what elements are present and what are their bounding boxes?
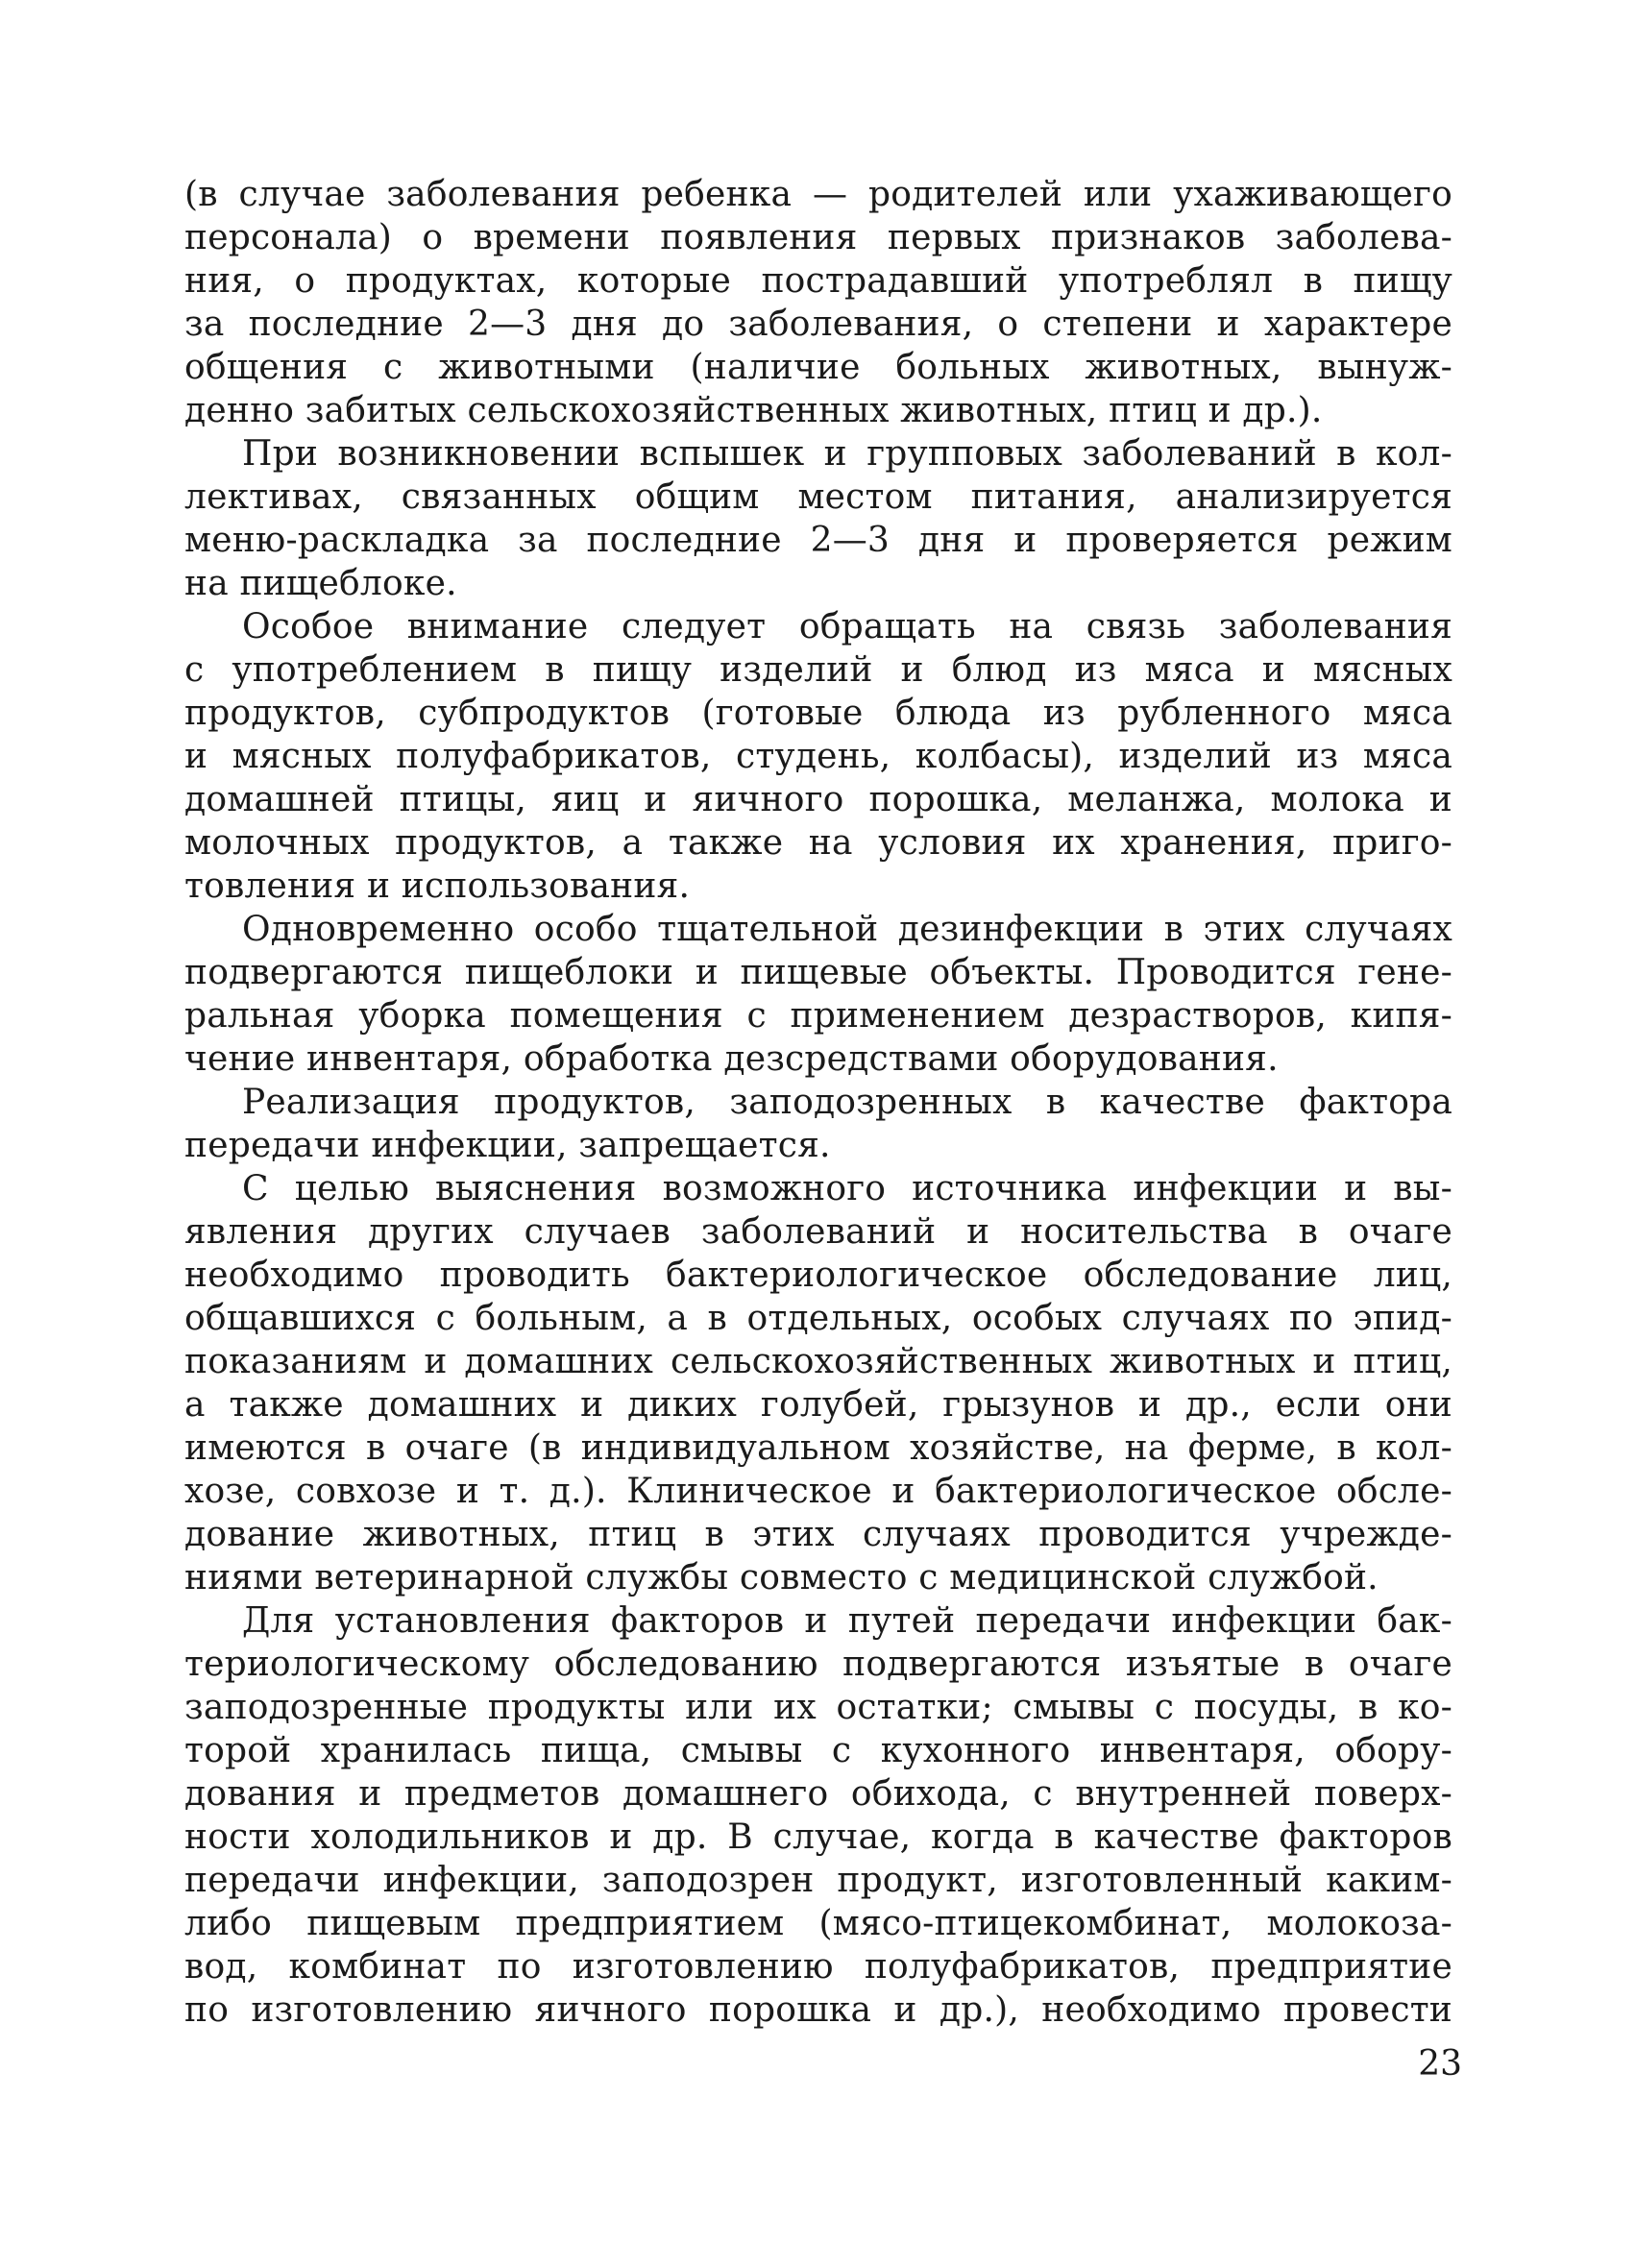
- paragraph-5-line: Реализация продуктов, заподозренных в качестве фактора: [242, 1083, 1452, 1122]
- paragraph-4-line: чение инвентаря, обработка дезсредствами оборудования.: [184, 1039, 1279, 1079]
- paragraph-1-line: (в случае заболевания ребенка — родителей или ухаживающего: [184, 175, 1452, 214]
- paragraph-3-line: товления и использования.: [184, 866, 691, 906]
- paragraph-4-line: ральная уборка помещения с применением дезрастворов, кипя-: [184, 996, 1452, 1036]
- paragraph-3-line: молочных продуктов, а также на условия их хранения, приго-: [184, 823, 1452, 863]
- paragraph-7-line: либо пищевым предприятием (мясо-птицекомбинат, молокоза-: [184, 1904, 1452, 1943]
- paragraph-1-line: ния, о продуктах, которые пострадавший употреблял в пищу: [184, 261, 1452, 301]
- paragraph-7-line: ности холодильников и др. В случае, когда в качестве факторов: [184, 1817, 1452, 1857]
- paragraph-3-line: с употреблением в пищу изделий и блюд из мяса и мясных: [184, 650, 1452, 690]
- page-number: 23: [1418, 2044, 1462, 2084]
- paragraph-2-line: на пищеблоке.: [184, 564, 457, 603]
- paragraph-3-line: продуктов, субпродуктов (готовые блюда из рубленного мяса: [184, 694, 1452, 733]
- paragraph-3-line: и мясных полуфабрикатов, студень, колбасы), изделий из мяса: [184, 737, 1452, 776]
- paragraph-7-line: дования и предметов домашнего обихода, с внутренней поверх-: [184, 1774, 1452, 1814]
- paragraph-3-line: Особое внимание следует обращать на связь заболевания: [242, 607, 1452, 646]
- paragraph-4-line: Одновременно особо тщательной дезинфекции в этих случаях: [242, 910, 1452, 949]
- paragraph-5-line: передачи инфекции, запрещается.: [184, 1126, 831, 1165]
- paragraph-3-line: домашней птицы, яиц и яичного порошка, меланжа, молока и: [184, 780, 1452, 819]
- paragraph-6-line: необходимо проводить бактериологическое обследование лиц,: [184, 1256, 1452, 1295]
- paragraph-1-line: за последние 2—3 дня до заболевания, о степени и характере: [184, 305, 1452, 344]
- paragraph-6-line: С целью выяснения возможного источника инфекции и вы-: [242, 1169, 1452, 1208]
- paragraph-6-line: общавшихся с больным, а в отдельных, особых случаях по эпид-: [184, 1299, 1452, 1338]
- paragraph-6-line: ниями ветеринарной службы совместо с медицинской службой.: [184, 1558, 1379, 1597]
- paragraph-7-line: передачи инфекции, заподозрен продукт, изготовленный каким-: [184, 1861, 1452, 1900]
- paragraph-2-line: меню-раскладка за последние 2—3 дня и проверяется режим: [184, 521, 1452, 560]
- paragraph-6-line: дование животных, птиц в этих случаях проводится учрежде-: [184, 1515, 1452, 1554]
- paragraph-7-line: по изготовлению яичного порошка и др.), необходимо провести: [184, 1990, 1452, 2030]
- paragraph-7-line: Для установления факторов и путей передачи инфекции бак-: [242, 1601, 1452, 1641]
- paragraph-1-line: общения с животными (наличие больных животных, вынуж-: [184, 348, 1452, 387]
- paragraph-4-line: подвергаются пищеблоки и пищевые объекты. Проводится гене-: [184, 953, 1452, 992]
- paragraph-7-line: заподозренные продукты или их остатки; смывы с посуды, в ко-: [184, 1688, 1452, 1727]
- paragraph-2-line: При возникновении вспышек и групповых заболеваний в кол-: [242, 434, 1452, 474]
- paragraph-6-line: явления других случаев заболеваний и носительства в очаге: [184, 1212, 1452, 1252]
- paragraph-6-line: а также домашних и диких голубей, грызунов и др., если они: [184, 1385, 1452, 1425]
- paragraph-7-line: териологическому обследованию подвергаются изъятые в очаге: [184, 1645, 1452, 1684]
- paragraph-7-line: вод, комбинат по изготовлению полуфабрикатов, предприятие: [184, 1947, 1452, 1987]
- paragraph-6-line: показаниям и домашних сельскохозяйственных животных и птиц,: [184, 1342, 1452, 1381]
- body-text: [184, 173, 1452, 2032]
- paragraph-1-line: денно забитых сельскохозяйственных животных, птиц и др.).: [184, 391, 1323, 430]
- paragraph-2-line: лективах, связанных общим местом питания, анализируется: [184, 477, 1452, 517]
- paragraph-6-line: имеются в очаге (в индивидуальном хозяйстве, на ферме, в кол-: [184, 1428, 1452, 1468]
- paragraph-7-line: торой хранилась пища, смывы с кухонного инвентаря, обору-: [184, 1731, 1452, 1770]
- paragraph-6-line: хозе, совхозе и т. д.). Клиническое и бактериологическое обсле-: [184, 1472, 1452, 1511]
- paragraph-1-line: персонала) о времени появления первых признаков заболева-: [184, 218, 1452, 257]
